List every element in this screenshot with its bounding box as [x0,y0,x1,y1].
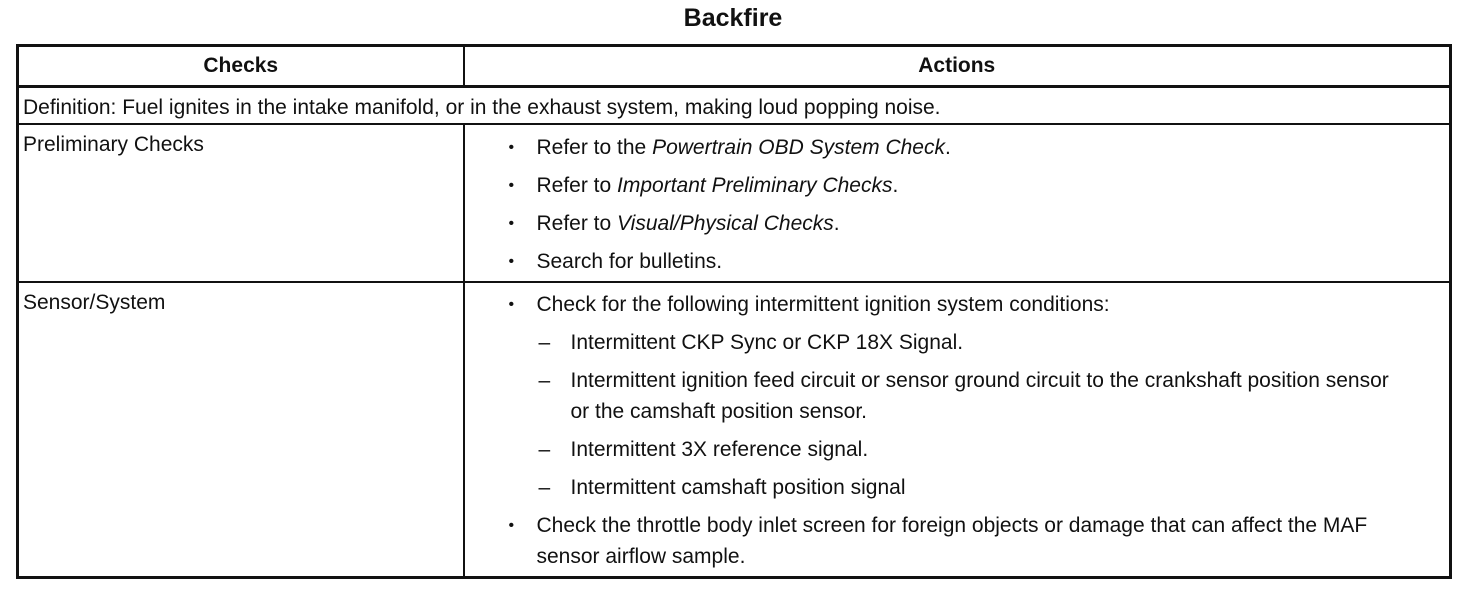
action-text: Check for the following intermittent ignition system conditions: [536,292,1110,316]
action-item [465,289,1410,503]
backfire-table [16,44,1452,579]
bullet-icon: • [508,252,515,270]
sub-action-item [537,434,1410,465]
action-item [465,170,1410,201]
action-reference: Powertrain OBD System Check [652,135,945,159]
sub-action-text: Intermittent CKP Sync or CKP 18X Signal. [570,330,964,354]
document-title: Backfire [683,4,783,32]
action-text: Check the throttle body inlet screen for foreign objects or damage that can affect the MAF sensor airflow sample. [536,513,1368,568]
actions-cell-sensor-system [464,282,1451,578]
check-cell-sensor-system: Sensor/System [18,282,464,578]
column-header-actions: Actions [464,46,1451,87]
column-header-checks: Checks [18,46,464,87]
bullet-icon: • [508,138,515,156]
action-text: Refer to [536,211,618,235]
action-reference: Visual/Physical Checks [617,211,834,235]
action-item [465,208,1410,239]
action-suffix: . [833,211,840,235]
dash-icon: – [538,330,551,354]
action-item [465,510,1410,572]
action-item [465,246,1410,277]
action-text: Search for bulletins. [536,249,723,273]
sub-action-item [537,472,1410,503]
bullet-icon: • [508,214,515,232]
action-reference: Important Preliminary Checks [617,173,893,197]
action-text: Refer to [536,173,618,197]
table-row [18,124,1451,282]
table-header-row [18,46,1451,87]
dash-icon: – [538,437,551,461]
action-text: Refer to the [536,135,653,159]
sub-action-text: Intermittent 3X reference signal. [570,437,869,461]
sub-action-item [537,365,1410,427]
check-cell-preliminary: Preliminary Checks [18,124,464,282]
bullet-icon: • [508,295,515,313]
sub-action-text: Intermittent camshaft position signal [570,475,906,499]
sub-action-text: Intermittent ignition feed circuit or sensor ground circuit to the crankshaft position sensor or the camshaft position sensor. [570,368,1389,423]
sub-action-item [537,327,1410,358]
bullet-icon: • [508,176,515,194]
dash-icon: – [538,368,551,392]
bullet-icon: • [508,516,515,534]
definition-row [18,87,1451,124]
actions-cell-preliminary [464,124,1451,282]
action-suffix: . [945,135,951,159]
definition-text: Definition: Fuel ignites in the intake manifold, or in the exhaust system, making loud popping noise. [18,87,1451,124]
dash-icon: – [538,475,551,499]
action-suffix: . [892,173,899,197]
action-item [465,132,1410,163]
table-row [18,282,1451,578]
